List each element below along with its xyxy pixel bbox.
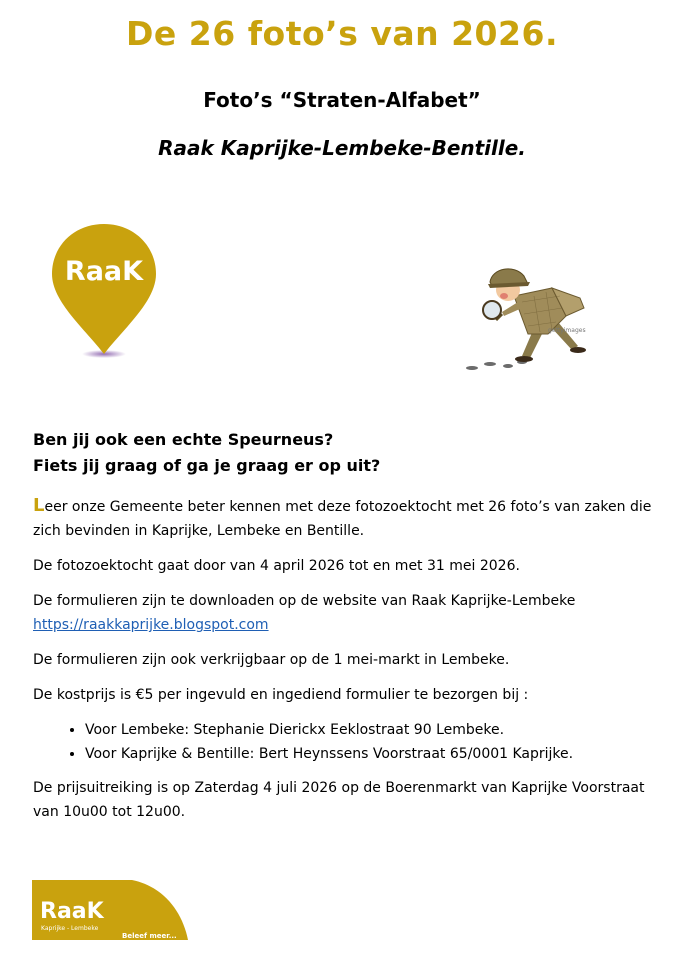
footer-logo-place: Kaprijke - Lembeke xyxy=(41,925,99,932)
cost-paragraph: De kostprijs is €5 per ingevuld en ingediend formulier te bezorgen bij : xyxy=(33,687,529,703)
detective-illustration xyxy=(462,258,604,376)
prize-paragraph: De prijsuitreiking is op Zaterdag 4 juli 2026 op de Boerenmarkt van Kaprijke Voorstraat van 10u00 tot 12u00. xyxy=(33,780,645,820)
footer-logo-tagline: Beleef meer... xyxy=(122,932,177,940)
intro-text: eer onze Gemeente beter kennen met deze fotozoektocht met 26 foto’s van zaken die zich bevinden in Kaprijke, Lembeke en Bentille. xyxy=(33,499,652,539)
watermark-text: gettyimages xyxy=(548,327,586,334)
page-subtitle: Foto’s “Straten-Alfabet” xyxy=(203,88,481,112)
body-text xyxy=(33,494,653,835)
page-title: De 26 foto’s van 2026. xyxy=(126,14,558,53)
raak-footer-logo xyxy=(32,880,188,940)
drop-cap: L xyxy=(33,495,45,516)
forms-download-text: De formulieren zijn te downloaden op de website van Raak Kaprijke-Lembeke xyxy=(33,593,576,609)
intro-paragraph xyxy=(33,494,653,543)
question-line: Fiets jij graag of ga je graag er op uit? xyxy=(33,456,381,475)
pin-logo-text: RaaK xyxy=(64,256,144,287)
list-item: • Voor Kaprijke & Bentille: Bert Heynssens Voorstraat 65/0001 Kaprijke. xyxy=(85,742,653,766)
website-link[interactable]: https://raakkaprijke.blogspot.com xyxy=(33,617,269,633)
forms-market-paragraph: De formulieren zijn ook verkrijgbaar op de 1 mei-markt in Lembeke. xyxy=(33,652,510,668)
footer-logo-brand: RaaK xyxy=(40,899,104,924)
organisation-subtitle: Raak Kaprijke-Lembeke-Bentille. xyxy=(158,136,526,160)
list-item: • Voor Lembeke: Stephanie Dierickx Eeklostraat 90 Lembeke. xyxy=(85,718,653,742)
period-paragraph: De fotozoektocht gaat door van 4 april 2026 tot en met 31 mei 2026. xyxy=(33,558,520,574)
contact-list xyxy=(33,718,653,766)
raak-pin-logo xyxy=(50,222,158,362)
question-line: Ben jij ook een echte Speurneus? xyxy=(33,430,334,449)
questions-block xyxy=(33,427,380,479)
forms-download-paragraph xyxy=(33,589,653,637)
